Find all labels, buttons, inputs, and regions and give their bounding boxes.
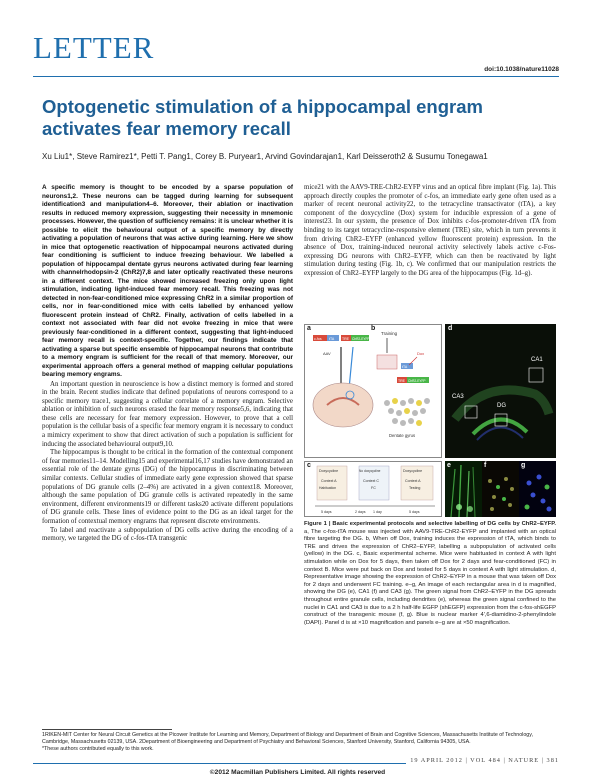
construct-tre: TRE	[342, 337, 349, 341]
panel-label-d: d	[448, 325, 453, 332]
dox-label: Dox	[417, 351, 425, 356]
caption-body: a, The c-fos-tTA mouse was injected with AAV9-TRE-ChR2-EYFP and implanted with an optical fibre targeting the DG. b, When off Dox, training induces the expression of tTA, which binds to TRE and drives the expression of ChR2–EYFP, labelling a subpopulation of activated cells (yellow) in the DG. c, Basic experimental scheme. Mice were habituated in context A with light stimulation while on Dox for 5 days, then taken off Dox for 2 days and fear-conditioned (FC) in context B. Mice were put back on Dox and tested for 5 days in context A with light stimulation. d, Representative image showing the expression of ChR2–EYFP in a mouse that was taken off Dox for 2 days and underwent FC training. e–g, An image of each rectangular area in d is magnified, showing the DG (e), CA1 (f) and CA3 (g). The green signal from ChR2–EYFP in the DG spreads throughout entire granule cells, including dendrites (e), whereas the green signal confined to the nuclei in CA1 and CA3 is due to a 2 h half-life EGFP (shEGFP) expression from the c-fos-shEGFP construct of the transgenic mouse (f, g). Blue is nuclear marker 4′,6-diamidino-2-phenylindole (DAPI). Panel d is at ×10 magnification and panels e–g are at ×50 magnification.	[304, 528, 556, 626]
panel-d-micrograph	[445, 324, 556, 458]
panel-g-ca3-magnified	[519, 461, 556, 517]
left-column	[42, 184, 293, 544]
copyright: ©2012 Macmillan Publishers Limited. All rights reserved	[209, 769, 386, 776]
timeline-drawing	[305, 462, 443, 518]
brain-outline	[313, 383, 373, 427]
body-paragraph-right: mice21 with the AAV9-TRE-ChR2-EYFP virus and an optical fibre implant (Fig. 1a). This approach directly couples the promoter of c-fos, an immediate early gene often used as a marker of recent neuronal activity22, to the tetracycline transactivator (tTA), a key component of the doxycycline (Dox) system for inducible expression of a gene of interest23. In our system, the presence of Dox inhibits c-fos-promoter-driven tTA from binding to its target tetracycline-responsive element (TRE) site, which in turn prevents it from driving ChR2–EYFP (enhanced yellow fluorescent protein) expression. In the absence of Dox, training-induced neuronal activity selectively labels active c-Fos-expressing DG neurons with ChR2–EYFP, which can then be reactivated by light stimulation during testing (Fig. 1b, c). We confirmed that our manipulation restricts the expression of ChR2–EYFP largely to the DG area of the hippocampus (Fig. 1d–g).	[304, 184, 556, 277]
dentate-gyrus-label: Dentate gyrus	[389, 433, 416, 438]
duration-1: 5 days	[321, 510, 332, 514]
section-header: LETTER	[33, 30, 155, 65]
body-paragraph-3: To label and reactivate a subpopulation of DG cells active during the encoding of a memory, we targeted the DG of c-fos-tTA transgenic	[42, 526, 293, 543]
duration-3: 1 day	[373, 510, 382, 514]
issue-info: 19 APRIL 2012 | VOL 484 | NATURE | 381	[406, 757, 559, 764]
duration-4: 5 days	[409, 510, 420, 514]
schematic-drawing	[305, 325, 443, 459]
panel-a-b-schematic	[304, 324, 442, 458]
block1-mid: Context A	[321, 479, 337, 483]
block3-mid: Context A	[405, 479, 421, 483]
figure-1	[304, 324, 556, 517]
dg-label: DG	[497, 403, 506, 409]
ca1-label: CA1	[531, 357, 543, 363]
panel-label-a: a	[307, 325, 311, 332]
panel-label-f: f	[484, 462, 487, 469]
construct-cfos: c-fos	[314, 337, 322, 341]
footnotes	[42, 732, 556, 753]
panel-f-ca1-magnified	[482, 461, 519, 517]
block2-mid: Context C	[363, 479, 379, 483]
figure-caption	[304, 521, 556, 627]
caption-lead: Figure 1 | Basic experimental protocols and selective labelling of DG cells by ChR2–EYFP.	[304, 521, 556, 527]
training-label: Training	[381, 331, 398, 336]
duration-2: 2 days	[355, 510, 366, 514]
block2-bot: FC	[371, 486, 376, 490]
ca1-nuclei-image	[482, 461, 519, 517]
dentate-gyrus-cells	[384, 398, 430, 426]
block3-top: Doxycycline	[403, 469, 423, 473]
doi-label[interactable]: doi:10.1038/nature11028	[484, 66, 559, 73]
top-rule	[33, 76, 559, 77]
ca3-nuclei-image	[519, 461, 556, 517]
panel-label-g: g	[521, 462, 526, 469]
article-title: Optogenetic stimulation of a hippocampal engram activates fear memory recall	[42, 96, 483, 139]
panel-label-e: e	[447, 462, 451, 469]
right-column	[304, 184, 556, 279]
abstract: A specific memory is thought to be encoded by a sparse population of neurons1,2. These neurons can be tagged during learning for subsequent identification3 and manipulation4–6. Moreover, their ablation or inactivation results in reduced memory expression, suggesting their necessity in mnemonic processes. However, the question of sufficiency remains: it is unclear whether it is possible to elicit the behavioural output of a specific memory by directly activating a population of neurons that was active during learning. Here we show in mice that optogenetic reactivation of hippocampal neurons activated during fear conditioning is sufficient to induce freezing behaviour. We labelled a population of hippocampal dentate gyrus neurons activated during fear learning with channelrhodopsin-2 (ChR2)7,8 and later optically reactivated these neurons in a different context. The mice showed increased freezing only upon light stimulation, indicating light-induced fear memory recall. This freezing was not detected in non-fear-conditioned mice expressing ChR2 in a similar proportion of cells, nor in fear-conditioned mice with cells labelled by enhanced yellow fluorescent protein instead of ChR2. Finally, activation of cells labelled in a context not associated with fear did not evoke freezing in mice that were previously fear-conditioned in a different context, suggesting that light-induced fear memory recall is context-specific. Together, our findings indicate that activating a sparse but specific ensemble of hippocampal neurons that contribute to a memory engram is sufficient for the recall of that memory. Moreover, our experimental approach offers a general method of mapping cellular populations bearing memory engrams.	[42, 184, 293, 378]
roi-ca1	[529, 368, 543, 382]
hippocampus-image	[445, 324, 556, 458]
construct-tta: tTA	[329, 337, 335, 341]
footnote-rule	[42, 729, 172, 730]
body-paragraph-1: An important question in neuroscience is how a distinct memory is formed and stored in the brain. Recent studies indicate that defined populations of neurons correspond to a specific memory trace1, suggesting a cellular correlate of a memory engram. Selective ablation or inhibition of such neurons erased the fear memory response5,6, indicating that these cells are necessary for fear memory expression. However, to prove that a cell population is the cellular basis of a specific fear memory engram it is necessary to conduct a mimicry experiment to show that direct activation of such a population is sufficient for inducing the associated behavioural output9,10.	[42, 380, 293, 448]
author-list: Xu Liu1*, Steve Ramirez1*, Petti T. Pang1, Corey B. Puryear1, Arvind Govindarajan1, Karl Deisseroth2 & Susumu Tonegawa1	[42, 152, 488, 161]
chr2-label-b: ChR2-EYFP	[408, 379, 426, 383]
tre-label-b: TRE	[398, 379, 405, 383]
panel-c-timeline	[304, 461, 442, 517]
dg-dendrites-image	[445, 461, 482, 517]
panel-e-dg-magnified	[445, 461, 482, 517]
optic-fibre	[349, 347, 353, 389]
equal-contribution-note: *These authors contributed equally to this work.	[42, 746, 154, 752]
affiliations: 1RIKEN-MIT Center for Neural Circuit Genetics at the Picower Institute for Learning and Memory, Department of Biology and Department of Brain and Cognitive Sciences, Massachusetts Institute of Technology, Cambridge, Massachusetts 02139, USA. 2Department of Bioengineering and Department of Psychiatry and Behavioral Sciences, Stanford University, Stanford, California 94305, USA.	[42, 732, 533, 745]
block1-top: Doxycycline	[319, 469, 339, 473]
ca3-label: CA3	[452, 394, 464, 400]
block2-top: No doxycycline	[359, 469, 381, 473]
block1-bot: Habituation	[319, 486, 337, 490]
body-paragraph-2: The hippocampus is thought to be critical in the formation of the contextual component of fear memories11–14. Modelling15 and experimental16,17 studies have demonstrated an essential role of the dentate gyrus (DG) of the hippocampus in discriminating between similar contexts. Cellular studies of immediate early gene expression showed that sparse populations of DG granule cells (2–4%) are activated in a given context18. Moreover, although the same population of DG granule cells is activated repeatedly in the same environment, different environments19 or different tasks20 activate different populations of DG granule cells. These lines of evidence point to the DG as an ideal target for the formation of contextual memory engrams that represent discrete environments.	[42, 449, 293, 525]
aav-label: AAV	[323, 351, 331, 356]
block3-bot: Testing	[409, 486, 421, 490]
tta-label-b: tTA	[402, 365, 408, 369]
panel-label-c: c	[307, 462, 311, 469]
construct-chr2: ChR2-EYFP	[352, 337, 370, 341]
cell-schematic-1	[377, 355, 397, 369]
dapi-signal	[477, 427, 523, 440]
panel-label-b: b	[371, 325, 376, 332]
